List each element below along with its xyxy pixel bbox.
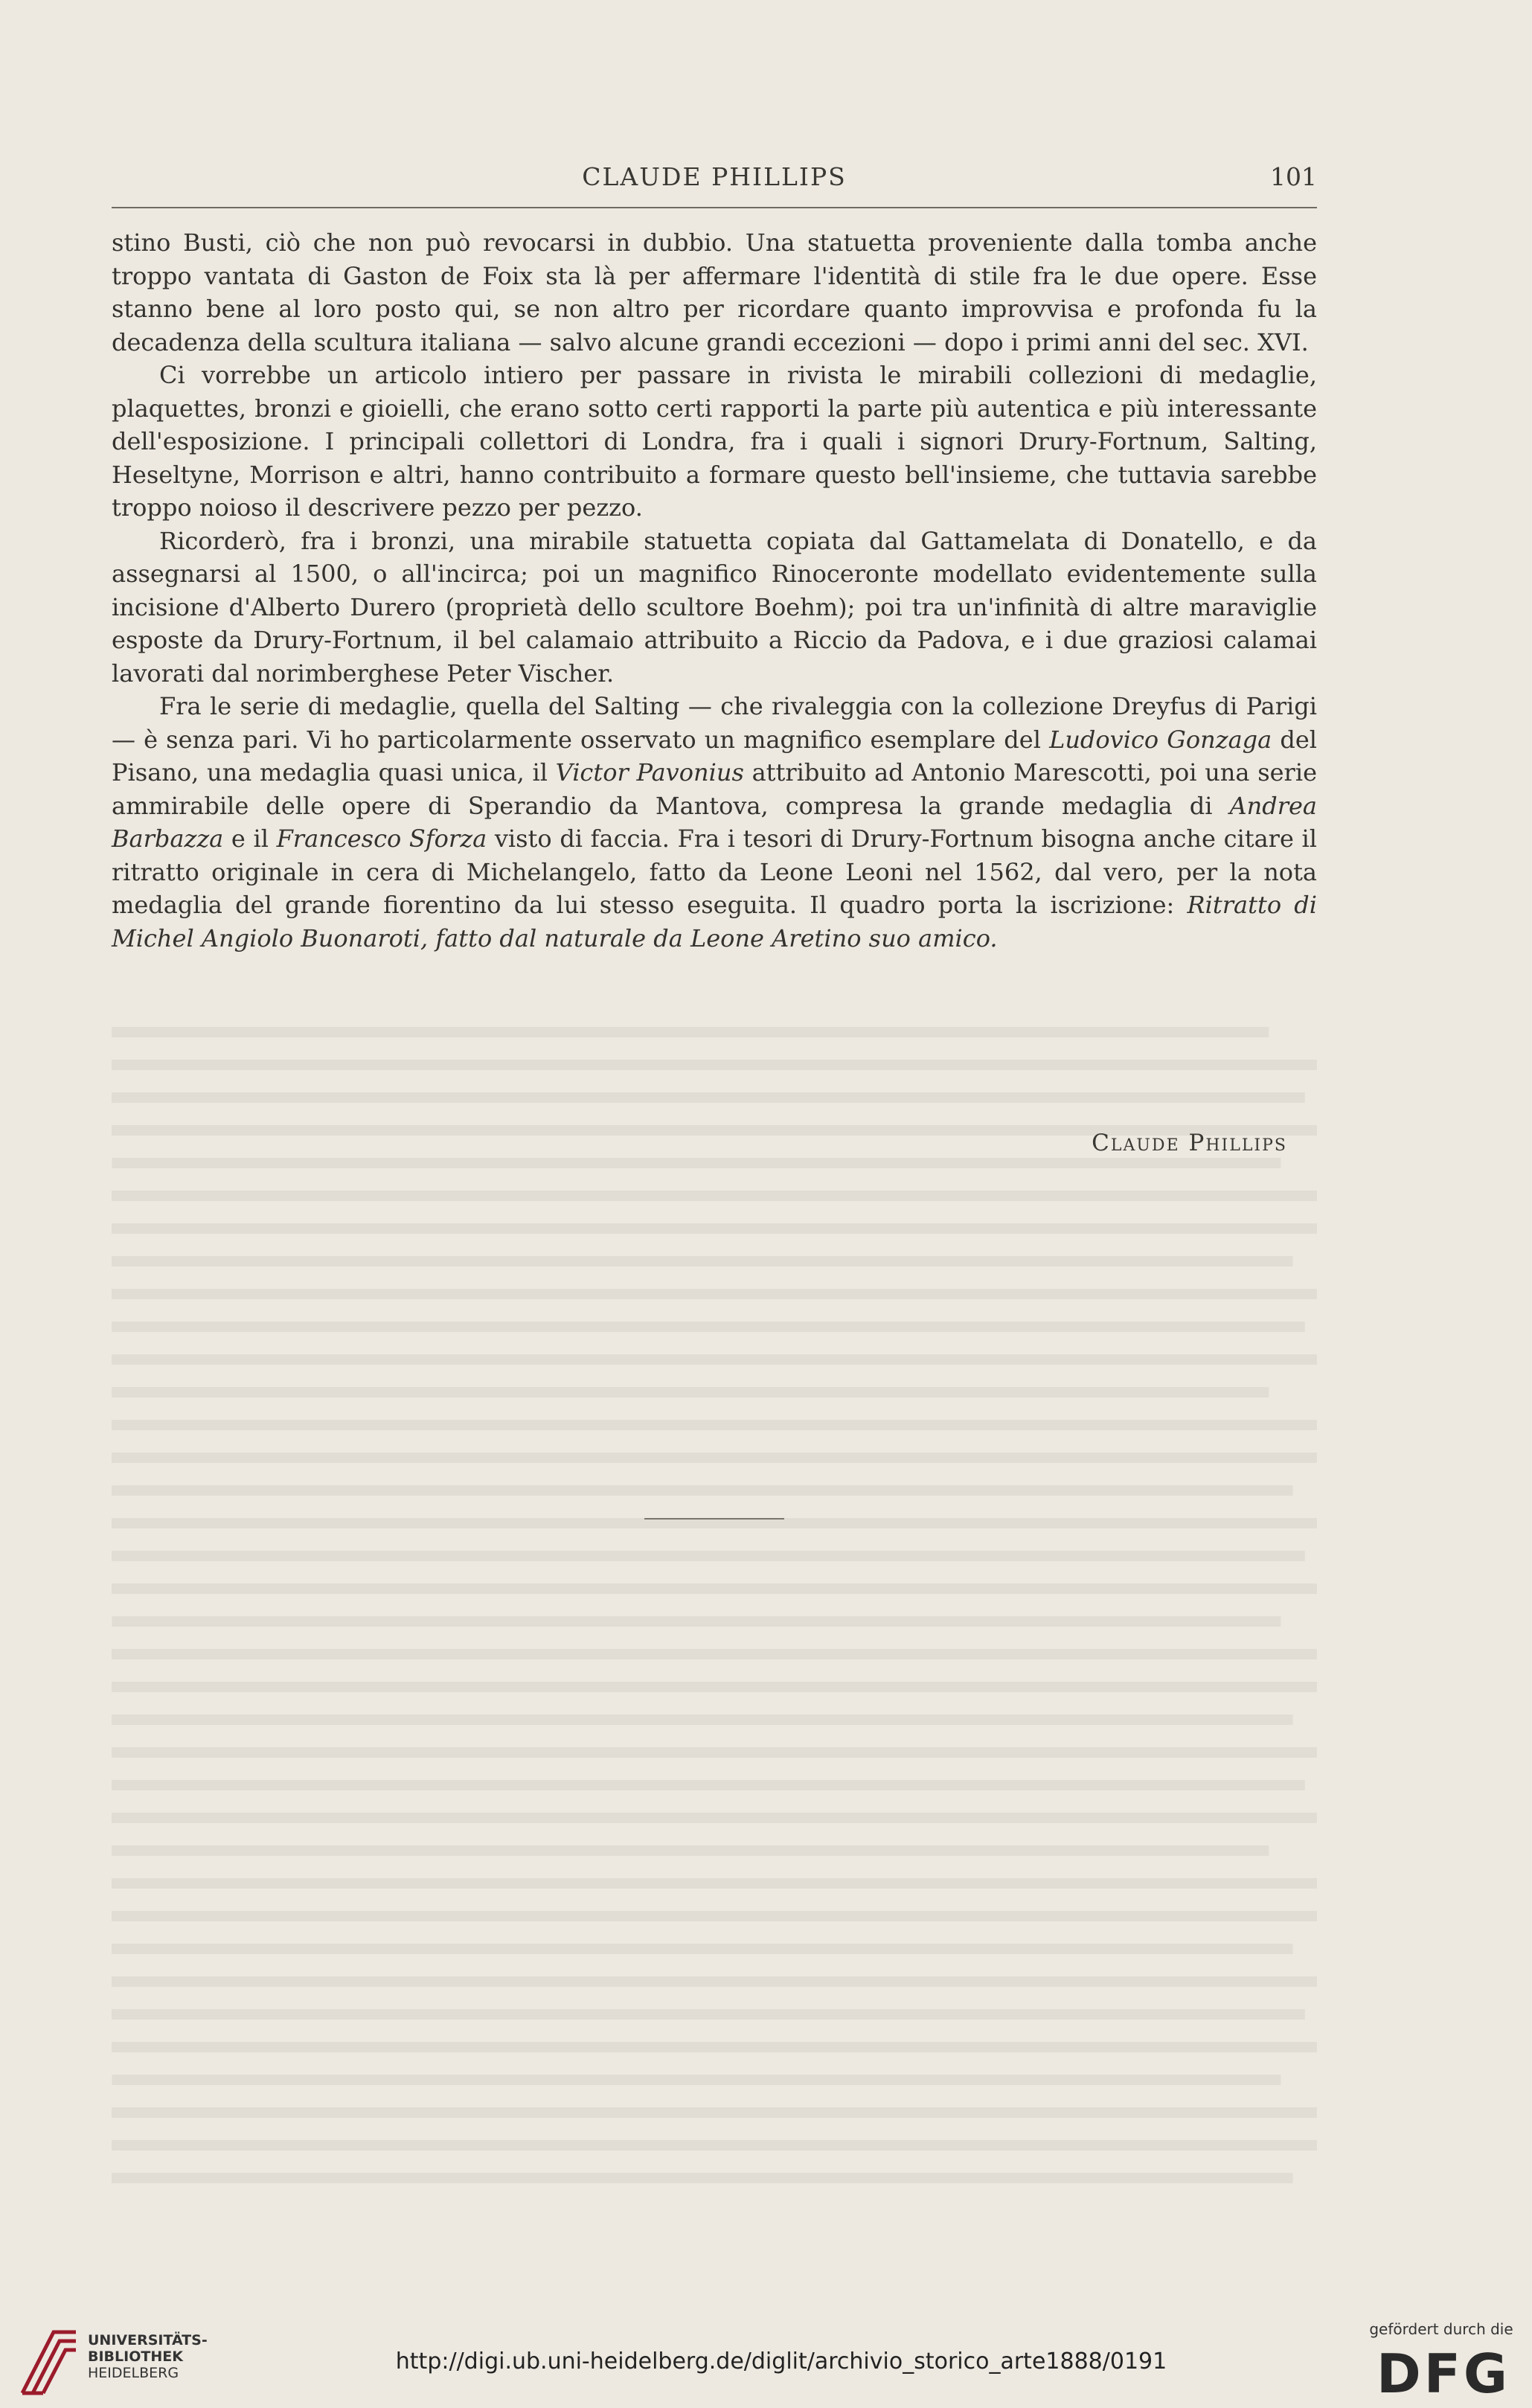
- italic-title: Victor Pavonius: [555, 758, 744, 787]
- italic-title: Ritratto di Michel Angiolo Buonaroti, fatto dal naturale da Leone Aretino suo amico.: [112, 891, 1318, 952]
- paragraph: [112, 525, 1317, 691]
- text-run: e il: [223, 824, 277, 853]
- header-rule: [112, 207, 1317, 208]
- running-head: [112, 162, 1317, 207]
- paragraph: [112, 226, 1317, 359]
- library-name-line2: BIBLIOTHEK: [88, 2348, 183, 2365]
- text-run: del Pisano, una medaglia quasi unica, il: [112, 725, 1318, 787]
- library-name: [88, 2332, 208, 2381]
- funded-by-label: gefördert durch die: [1369, 2320, 1513, 2338]
- italic-title: Andrea Barbazza: [112, 791, 1317, 853]
- paragraph: [112, 690, 1317, 955]
- source-url-link[interactable]: http://digi.ub.uni-heidelberg.de/diglit/archivio_storico_arte1888/0191: [395, 2348, 1167, 2375]
- article-text: [112, 226, 1317, 955]
- italic-title: Francesco Sforza: [276, 824, 487, 853]
- library-name-line1: UNIVERSITÄTS-: [88, 2332, 208, 2348]
- dfg-logo: DFG: [1376, 2343, 1511, 2405]
- library-logo-icon: [16, 2319, 80, 2401]
- text-run: visto di faccia. Fra i tesori di Drury-Fortnum bisogna anche citare il ritratto originale in cera di Michelangelo, fatto da Leone Leoni nel 1562, dal vero, per la nota medaglia del grande fiorentino da lui stesso eseguita. Il quadro porta la iscrizione:: [112, 824, 1318, 919]
- text-run: Fra le serie di medaglie, quella del Salting — che rivaleggia con la collezione Dreyfus di Parigi — è senza pari. Vi ho particolarmente osservato un magnifico esemplare del: [112, 692, 1317, 754]
- paragraph: [112, 359, 1317, 525]
- italic-title: Ludovico Gonzaga: [1049, 725, 1272, 754]
- author-signature: Claude Phillips: [1092, 1130, 1287, 1156]
- footer: [0, 2313, 1532, 2408]
- text-run: attribuito ad Antonio Marescotti, poi una serie ammirabile delle opere di Sperandio da Mantova, compresa la grande medaglia di: [112, 758, 1318, 820]
- running-title: CLAUDE PHILLIPS: [582, 162, 847, 191]
- text-run: Ci vorrebbe un articolo intiero per passare in rivista le mirabili collezioni di medaglie, plaquettes, bronzi e gioielli, che erano sotto certi rapporti la parte più autentica e più interessante dell'esposizione. I principali collettori di Londra, fra i quali i signori Drury-Fortnum, Salting, Heseltyne, Morrison e altri, hanno contribuito a formare questo bell'insieme, che tuttavia sarebbe troppo noioso il descrivere pezzo per pezzo.: [112, 361, 1317, 522]
- library-name-line3: HEIDELBERG: [88, 2365, 179, 2381]
- text-run: Ricorderò, fra i bronzi, una mirabile statuetta copiata dal Gattamelata di Donatello, e da assegnarsi al 1500, o all'incirca; poi un magnifico Rinoceronte modellato evidentemente sulla incisione d'Alberto Durero (proprietà dello scultore Boehm); poi tra un'infinità di altre maraviglie esposte da Drury-Fortnum, il bel calamaio attribuito a Riccio da Padova, e i due graziosi calamai lavorati dal norimberghese Peter Vischer.: [112, 526, 1317, 688]
- reverse-page-show-through: [112, 1027, 1317, 2284]
- page-number: 101: [1270, 162, 1317, 191]
- end-rule: [644, 1518, 784, 1520]
- text-run: stino Busti, ciò che non può revocarsi in dubbio. Una statuetta proveniente dalla tomba anche troppo vantata di Gaston de Foix sta là per affermare l'identità di stile fra le due opere. Esse stanno bene al loro posto qui, se non altro per ricordare quanto improvvisa e profonda fu la decadenza della scultura italiana — salvo alcune grandi eccezioni — dopo i primi anni del sec. XVI.: [112, 228, 1317, 356]
